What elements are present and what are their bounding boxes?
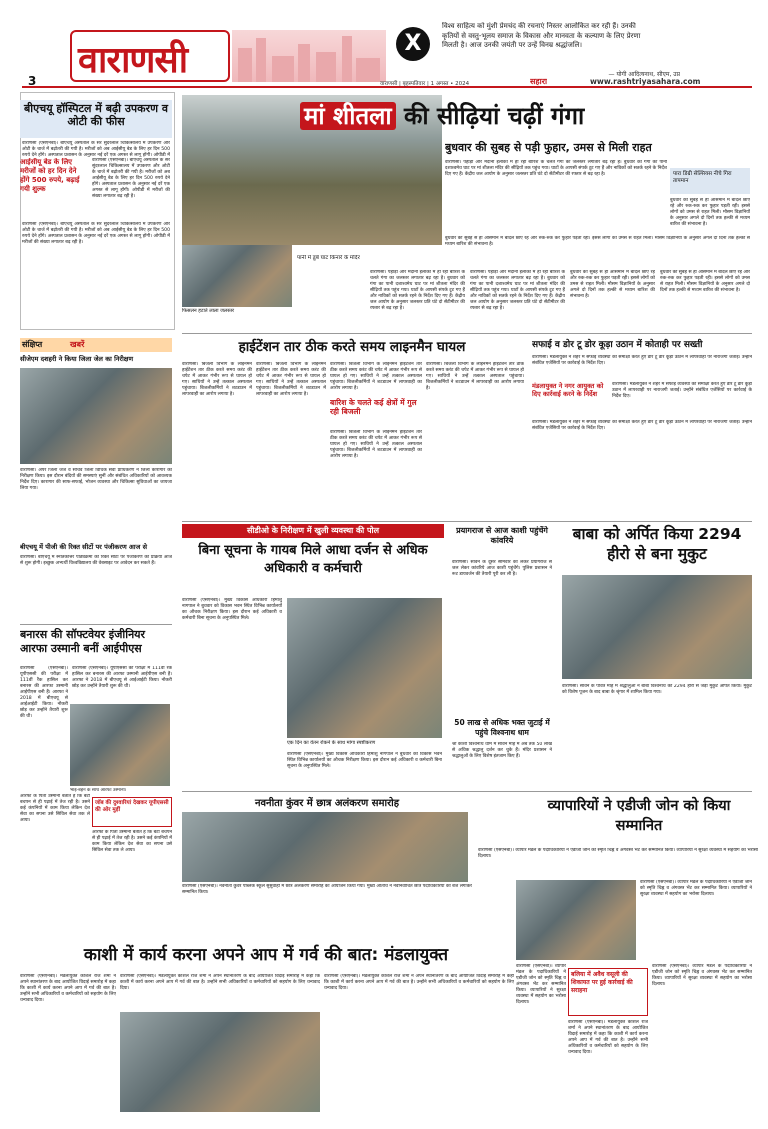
school-headline: नवनीता कुंवर में छात्र अलंकरण समारोह xyxy=(254,798,400,809)
lineman-body-a: वाराणसी। बिजली विभाग के लाइनमैन हाईटेंशन तार ठीक करते समय करंट की चपेट में आकर गंभीर रूप से घायल हो गए। साथियों ने उन्हें तत्काल अस्पताल पहुंचाया। बिजलीकर्मियों ने शटडाउन में लापरवाही का आरोप लगाया है। xyxy=(182,362,252,397)
ganga-col-c: बुधवार की सुबह से ही आसमान में बादल छाए रहे और रुक-रुक कर फुहार पड़ती रही। इससे लोगों को उमस से राहत मिली। मौसम विज्ञानियों के अनुसार अगले दो दिनों तक हल्की से मध्यम बारिश की संभावना है। xyxy=(570,270,655,299)
brief2-headline: बीएचयू में पीजी की रिक्त सीटों पर पंजीकरण आज से xyxy=(20,543,148,551)
brief1-body: वाराणसी। अपर जिला जज व सचिव जिला विधिक सेवा प्राधिकरण ने जिला कारागार का निरीक्षण किया। इस दौरान बंदियों की समस्याएं सुनीं और संबंधित अधिकारियों को आवश्यक निर्देश दिए। कारागार की साफ-सफाई, भोजन व्यवस्था और चिकित्सा सुविधाओं का जायजा लिया गया। xyxy=(20,468,172,491)
website-link[interactable]: www.rashtriyasahara.com xyxy=(590,77,701,86)
commissioner-body-a: वाराणसी (एसएनबी)। मंडलायुक्त कौशल राज शर्मा ने अपने स्थानांतरण के बाद आयोजित विदाई समारोह में कहा कि काशी में कार्य करना अपने आप में गर्व की बात है। उन्होंने सभी अधिकारियों व कर्मचारियों को सहयोग के लिए धन्यवाद दिया। xyxy=(20,974,116,1003)
ganga-col-a: वाराणसी। पहाड़ों और मैदानी इलाकों में हो रही बारिश के चलते गंगा का जलस्तर लगातार बढ़ रहा है। बुधवार को गंगा का पानी दशाश्वमेध घाट पर मां शीतला मंदिर की सीढ़ियों तक पहुंच गया। घाटों के आपसी संपर्क टूट गए हैं और नाविकों को सतर्क रहने के निर्देश दिए गए हैं। केंद्रीय जल आयोग के अनुसार जलस्तर प्रति घंटे दो सेंटीमीटर की रफ्तार से बढ़ रहा है। xyxy=(370,270,465,311)
ghat-caption: फिसलन हटाते लाला जलस्तर xyxy=(182,308,235,314)
traders-felicitation-photo xyxy=(516,880,636,960)
commissioner-body-e: वाराणसी (एसएनबी)। व्यापार मंडल के पदाधिकारियों ने एडीजी जोन को स्मृति चिह्न व अंगवस्त्र भेंट कर सम्मानित किया। व्यापारियों ने सुरक्षा व्यवस्था में सहयोग का भरोसा दिलाया। xyxy=(652,964,752,987)
cdo-caption: एक दिन का वेतन रोकने के साथ मांगा स्पष्टीकरण xyxy=(287,740,376,746)
lineman-headline: हाईटेंशन तार ठीक करते समय लाइनमैन घायल xyxy=(238,339,466,355)
arfa-body-2: आरफा के पिता उस्मानी बताते हैं कि बेटी बचपन से ही पढ़ाई में तेज रही है। उसने कई कंपनियों में काम किया लेकिन देश सेवा का सपना उसे सिविल सेवा तक ले आया। xyxy=(20,794,90,823)
arfa-headline: बनारस की सॉफ्टवेयर इंजीनियर आरफा उस्मानी बनीं आईपीएस xyxy=(20,628,146,655)
school-ceremony-photo xyxy=(182,812,468,882)
briefs-label: संक्षिप्त xyxy=(22,340,43,349)
arfa-body: वाराणसी (एसएनबी)। यूपीएससी की परीक्षा में 111वीं रैंक हासिल कर बनारस की आरफा उस्मानी आईपीएस बनी हैं। आरफा ने 2018 में बीएचयू से आईआईटी किया। नौकरी छोड़ कर उन्होंने तैयारी शुरू की थी। xyxy=(20,666,68,719)
sanitation-headline: सफाई व डोर टू डोर कूड़ा उठान में कोताही पर सख्ती xyxy=(532,340,703,350)
sanitation-pullquote: मंडलायुक्त ने नगर आयुक्त को दिए कार्रवाई करने के निर्देश xyxy=(532,382,604,398)
commissioner-body-c: वाराणसी (एसएनबी)। मंडलायुक्त कौशल राज शर्मा ने अपने स्थानांतरण के बाद आयोजित विदाई समारोह में कहा कि काशी में कार्य करना अपने आप में गर्व की बात है। उन्होंने सभी अधिकारियों व कर्मचारियों को सहयोग के लिए धन्यवाद दिया। xyxy=(324,974,514,991)
arfa-caption: भाई-बहन के साथ आरफा उस्मानी। xyxy=(70,788,127,793)
bhu-body-top: वाराणसी (एसएनबी)। बीएचयू अस्पताल के सर सुंदरलाल चिकित्सालय में उपकरण और ओटी के चार्ज में बढ़ोतरी की गयी है। मरीजों को अब आईसीयू बेड के लिए हर दिन 500 रुपये देने होंगे। अस्पताल प्रशासन के अनुसार नई दरें एक अगस्त से लागू होंगी। ओपीडी में xyxy=(22,141,170,157)
city-name: वाराणसी xyxy=(78,39,188,81)
ganga-col-d: बुधवार की सुबह से ही आसमान में बादल छाए रहे और रुक-रुक कर फुहार पड़ती रही। इससे लोगों को उमस से राहत मिली। मौसम विज्ञानियों के अनुसार अगले दो दिनों तक हल्की से मध्यम बारिश की संभावना है। xyxy=(660,270,750,293)
folio: वाराणसी | बृहस्पतिवार | 1 अगस्त • 2024 xyxy=(380,81,470,87)
arfa-family-photo xyxy=(70,704,170,786)
lineman-body-d: वाराणसी। बिजली विभाग के लाइनमैन हाईटेंशन तार ठीक करते समय करंट की चपेट में आकर गंभीर रूप से घायल हो गए। साथियों ने उन्हें तत्काल अस्पताल पहुंचाया। बिजलीकर्मियों ने शटडाउन में लापरवाही का आरोप लगाया है। xyxy=(330,430,422,459)
arfa-subhead-box: जॉब की दुश्वारियां देखकर यूपीएससी की ओर मुड़ीं xyxy=(92,797,172,827)
ganga-headline-rest: की सीढ़ियां चढ़ीं गंगा xyxy=(404,102,585,130)
sanitation-body-bottom: वाराणसी। मंडलायुक्त ने शहर में सफाई व्यवस्था की समीक्षा करते हुए डोर टू डोर कूड़ा उठान में लापरवाही पर नाराजगी जताई। उन्होंने संबंधित एजेंसियों पर कार्रवाई के निर्देश दिए। xyxy=(532,420,752,431)
lineman-pullquote: बारिश के चलते कई क्षेत्रों में गुल रही बिजली xyxy=(330,398,417,416)
temple-submerged-photo xyxy=(182,245,292,307)
office-inspection-photo xyxy=(287,598,442,738)
bhu-headline: बीएचयू हॉस्पिटल में बढ़ी उपकरण व ओटी की फीस xyxy=(20,100,172,138)
vishwanath-body: श्री काशी विश्वनाथ धाम में सावन माह में अब तक 50 लाख से अधिक श्रद्धालु दर्शन कर चुके हैं। मंदिर प्रशासन ने श्रद्धालुओं के लिए विशेष इंतजाम किए हैं। xyxy=(452,742,552,759)
ganga-body: वाराणसी। पहाड़ों और मैदानी इलाकों में हो रही बारिश के चलते गंगा का जलस्तर लगातार बढ़ रहा है। बुधवार को गंगा का पानी दशाश्वमेध घाट पर मां शीतला मंदिर की सीढ़ियों तक पहुंच गया। घाटों के आपसी संपर्क टूट गए हैं और नाविकों को सतर्क रहने के निर्देश दिए गए हैं। केंद्रीय जल आयोग के अनुसार जलस्तर प्रति घंटे दो सेंटीमीटर की रफ्तार से बढ़ रहा है। xyxy=(445,160,667,177)
bhu-body-bottom: वाराणसी (एसएनबी)। बीएचयू अस्पताल के सर सुंदरलाल चिकित्सालय में उपकरण और ओटी के चार्ज में बढ़ोतरी की गयी है। मरीजों को अब आईसीयू बेड के लिए हर दिन 500 रुपये देने होंगे। अस्पताल प्रशासन के अनुसार नई दरें एक अगस्त से लागू होंगी। ओपीडी में मरीजों की संख्या लगातार बढ़ रही है। xyxy=(22,222,170,245)
cdo-body-2: वाराणसी (एसएनबी)। मुख्य विकास अधिकारी हिमांशु नागपाल ने बुधवार को विकास भवन स्थित विभिन्न कार्यालयों का औचक निरीक्षण किया। इस दौरान कई अधिकारी व कर्मचारी बिना सूचना के अनुपस्थित मिले। xyxy=(287,752,442,769)
ganga-body-2: बुधवार की सुबह से ही आसमान में बादल छाए रहे और रुक-रुक कर फुहार पड़ती रही। इससे लोगों को उमस से राहत मिली। मौसम विज्ञानियों के अनुसार अगले दो दिनों तक हल्की से मध्यम बारिश की संभावना है। xyxy=(445,236,750,247)
briefs-bar xyxy=(20,338,172,352)
traders-body-right: वाराणसी (एसएनबी)। व्यापार मंडल के पदाधिकारियों ने एडीजी जोन को स्मृति चिह्न व अंगवस्त्र भेंट कर सम्मानित किया। व्यापारियों ने सुरक्षा व्यवस्था में सहयोग का भरोसा दिलाया। xyxy=(640,880,752,897)
crown-headline: बाबा को अर्पित किया 2294 हीरो से बना मुकुट xyxy=(572,525,742,563)
arfa-body-top: वाराणसी (एसएनबी)। यूपीएससी की परीक्षा में 111वीं रैंक हासिल कर बनारस की आरफा उस्मानी आईपीएस बनी हैं। आरफा ने 2018 में बीएचयू से आईआईटी किया। नौकरी छोड़ कर उन्होंने तैयारी शुरू की थी। xyxy=(72,666,172,689)
commissioner-box: बलिया में अवैध वसूली की शिकायत पर हुई कार्रवाई की सराहना xyxy=(568,968,648,1016)
commissioner-body-b: वाराणसी (एसएनबी)। मंडलायुक्त कौशल राज शर्मा ने अपने स्थानांतरण के बाद आयोजित विदाई समारोह में कहा कि काशी में कार्य करना अपने आप में गर्व की बात है। उन्होंने सभी अधिकारियों व कर्मचारियों को सहयोग के लिए धन्यवाद दिया। xyxy=(120,974,320,991)
masthead-quote: विश्व साहित्य को मुंशी प्रेमचंद की रचनाएं निस्तर आलोकित कर रही हैं। उनकी कृतियों से वस्तु-भूलय समाज के विकास और मानवता के कल्याण के लिए प्रेरणा मिलती है। आज उनकी जयंती पर उन्हें विनम्र श्रद्धांजलि। xyxy=(442,22,641,49)
crown-offering-photo xyxy=(562,575,752,679)
commissioner-body-d: वाराणसी (एसएनबी)। व्यापार मंडल के पदाधिकारियों ने एडीजी जोन को स्मृति चिह्न व अंगवस्त्र भेंट कर सम्मानित किया। व्यापारियों ने सुरक्षा व्यवस्था में सहयोग का भरोसा दिलाया। xyxy=(516,964,566,1005)
crown-body: वाराणसी। सावन के पवित्र माह में श्रद्धालुओं ने बाबा विश्वनाथ को 2294 हीरों से जड़ा मुकुट अर्पित किया। मुकुट को विशेष पूजन के बाद बाबा के श्रृंगार में शामिल किया गया। xyxy=(562,684,752,695)
ganga-headline-highlight: मां शीतला xyxy=(300,102,396,130)
sanitation-body-right: वाराणसी। मंडलायुक्त ने शहर में सफाई व्यवस्था की समीक्षा करते हुए डोर टू डोर कूड़ा उठान में लापरवाही पर नाराजगी जताई। उन्होंने संबंधित एजेंसियों पर कार्रवाई के निर्देश दिए। xyxy=(612,382,752,399)
kanwar-body: वाराणसी। सावन के दूसरे सोमवार को लेकर प्रयागराज से जल लेकर कांवरिये आज काशी पहुंचेंगे। पुलिस प्रशासन ने रूट डायवर्जन की तैयारी पूरी कर ली है। xyxy=(452,560,552,577)
school-body: वाराणसी (एसएनबी)। नवनीता कुंवर पब्लिक स्कूल सुसुवाही में छात्र अलंकरण समारोह का आयोजन किया गया। मुख्य अतिथि ने नवनिर्वाचित छात्र पदाधिकारियों को बैज लगाकर सम्मानित किया। xyxy=(182,884,472,895)
ganga-subheadline: बुधवार की सुबह से पड़ी फुहार, उमस से मिली राहत xyxy=(445,141,652,154)
divider xyxy=(20,624,172,625)
arfa-body-3: आरफा के पिता उस्मानी बताते हैं कि बेटी बचपन से ही पढ़ाई में तेज रही है। उसने कई कंपनियों में काम किया लेकिन देश सेवा का सपना उसे सिविल सेवा तक ले आया। xyxy=(92,830,172,853)
x-logo-icon: X xyxy=(396,27,430,61)
lineman-body-b: वाराणसी। बिजली विभाग के लाइनमैन हाईटेंशन तार ठीक करते समय करंट की चपेट में आकर गंभीर रूप से घायल हो गए। साथियों ने उन्हें तत्काल अस्पताल पहुंचाया। बिजलीकर्मियों ने शटडाउन में लापरवाही का आरोप लगाया है। xyxy=(256,362,326,397)
cdo-body: वाराणसी (एसएनबी)। मुख्य विकास अधिकारी हिमांशु नागपाल ने बुधवार को विकास भवन स्थित विभिन्न कार्यालयों का औचक निरीक्षण किया। इस दौरान कई अधिकारी व कर्मचारी बिना सूचना के अनुपस्थित मिले। xyxy=(182,598,282,621)
traders-body-top: वाराणसी (एसएनबी)। व्यापार मंडल के पदाधिकारियों ने एडीजी जोन को स्मृति चिह्न व अंगवस्त्र भेंट कर सम्मानित किया। व्यापारियों ने सुरक्षा व्यवस्था में सहयोग का भरोसा दिलाया। xyxy=(478,848,758,859)
bhu-body-right: वाराणसी (एसएनबी)। बीएचयू अस्पताल के सर सुंदरलाल चिकित्सालय में उपकरण और ओटी के चार्ज में बढ़ोतरी की गयी है। मरीजों को अब आईसीयू बेड के लिए हर दिन 500 रुपये देने होंगे। अस्पताल प्रशासन के अनुसार नई दरें एक अगस्त से लागू होंगी। ओपीडी में मरीजों की संख्या लगातार बढ़ रही है। xyxy=(92,158,170,199)
divider xyxy=(182,333,752,334)
temperature-box: पारा डिग्री सेल्सियस नीचे गिरा तापमान xyxy=(670,168,750,194)
jail-inspection-photo xyxy=(20,368,172,464)
page-number: 3 xyxy=(28,74,37,88)
cdo-kicker: सीडीओ के निरीक्षण में खुली व्यवस्था की पोल xyxy=(182,524,444,538)
divider xyxy=(182,791,752,792)
bhu-pullquote: आईसीयू बेड के लिए मरीजों को हर दिन देने होंगे 500 रुपये, बढ़ाई गयी शुल्क xyxy=(20,158,80,193)
brief1-headline: सीजेएम दशहरी ने किया जिला जेल का निरीक्षण xyxy=(20,355,134,363)
masthead-logo xyxy=(70,30,230,82)
briefs-label-2: खबरें xyxy=(70,340,85,349)
skyline-illustration xyxy=(232,30,386,82)
farewell-ceremony-photo xyxy=(120,1012,320,1112)
ganga-side-body: बुधवार की सुबह से ही आसमान में बादल छाए रहे और रुक-रुक कर फुहार पड़ती रही। इससे लोगों को उमस से राहत मिली। मौसम विज्ञानियों के अनुसार अगले दो दिनों तक हल्की से मध्यम बारिश की संभावना है। xyxy=(670,198,750,227)
quote-attribution: — योगी आदित्यनाथ, सीएम, उप्र xyxy=(608,71,680,78)
lineman-body-e: वाराणसी। बिजली विभाग के लाइनमैन हाईटेंशन तार ठीक करते समय करंट की चपेट में आकर गंभीर रूप से घायल हो गए। साथियों ने उन्हें तत्काल अस्पताल पहुंचाया। बिजलीकर्मियों ने शटडाउन में लापरवाही का आरोप लगाया है। xyxy=(426,362,524,391)
paper-logo: सहारा xyxy=(530,77,548,86)
divider xyxy=(182,521,752,522)
sanitation-body-top: वाराणसी। मंडलायुक्त ने शहर में सफाई व्यवस्था की समीक्षा करते हुए डोर टू डोर कूड़ा उठान में लापरवाही पर नाराजगी जताई। उन्होंने संबंधित एजेंसियों पर कार्रवाई के निर्देश दिए। xyxy=(532,355,752,366)
commissioner-body-f: वाराणसी (एसएनबी)। मंडलायुक्त कौशल राज शर्मा ने अपने स्थानांतरण के बाद आयोजित विदाई समारोह में कहा कि काशी में कार्य करना अपने आप में गर्व की बात है। उन्होंने सभी अधिकारियों व कर्मचारियों को सहयोग के लिए धन्यवाद दिया। xyxy=(568,1020,648,1055)
vishwanath-headline: 50 लाख से अधिक भक्त जुटाई में पहुंचे विश्वनाथ धाम xyxy=(454,718,550,737)
cdo-headline: बिना सूचना के गायब मिले आधा दर्जन से अधिक अधिकारी व कर्मचारी xyxy=(198,543,428,576)
temple-caption: पानी में डूबे घाट किनारे के मंदिर xyxy=(297,255,360,261)
traders-headline: व्यापारियों ने एडीजी जोन को किया सम्मानित xyxy=(547,798,731,834)
commissioner-headline: काशी में कार्य करना अपने आप में गर्व की बात: मंडलायुक्त xyxy=(83,945,449,965)
ganga-col-b: वाराणसी। पहाड़ों और मैदानी इलाकों में हो रही बारिश के चलते गंगा का जलस्तर लगातार बढ़ रहा है। बुधवार को गंगा का पानी दशाश्वमेध घाट पर मां शीतला मंदिर की सीढ़ियों तक पहुंच गया। घाटों के आपसी संपर्क टूट गए हैं और नाविकों को सतर्क रहने के निर्देश दिए गए हैं। केंद्रीय जल आयोग के अनुसार जलस्तर प्रति घंटे दो सेंटीमीटर की रफ्तार से बढ़ रहा है। xyxy=(470,270,565,311)
kanwar-headline: प्रयागराज से आज काशी पहुंचेंगे कांवरिये xyxy=(456,526,548,545)
ganga-headline xyxy=(300,100,730,134)
brief2-body: वाराणसी। बीएचयू में स्नातकोत्तर पाठ्यक्रमों की रिक्त सीटों पर पंजीकरण की प्रक्रिया आज से शुरू होगी। इच्छुक अभ्यर्थी विश्वविद्यालय की वेबसाइट पर आवेदन कर सकते हैं। xyxy=(20,555,172,566)
lineman-body-c: वाराणसी। बिजली विभाग के लाइनमैन हाईटेंशन तार ठीक करते समय करंट की चपेट में आकर गंभीर रूप से घायल हो गए। साथियों ने उन्हें तत्काल अस्पताल पहुंचाया। बिजलीकर्मियों ने शटडाउन में लापरवाही का आरोप लगाया है। xyxy=(330,362,422,391)
